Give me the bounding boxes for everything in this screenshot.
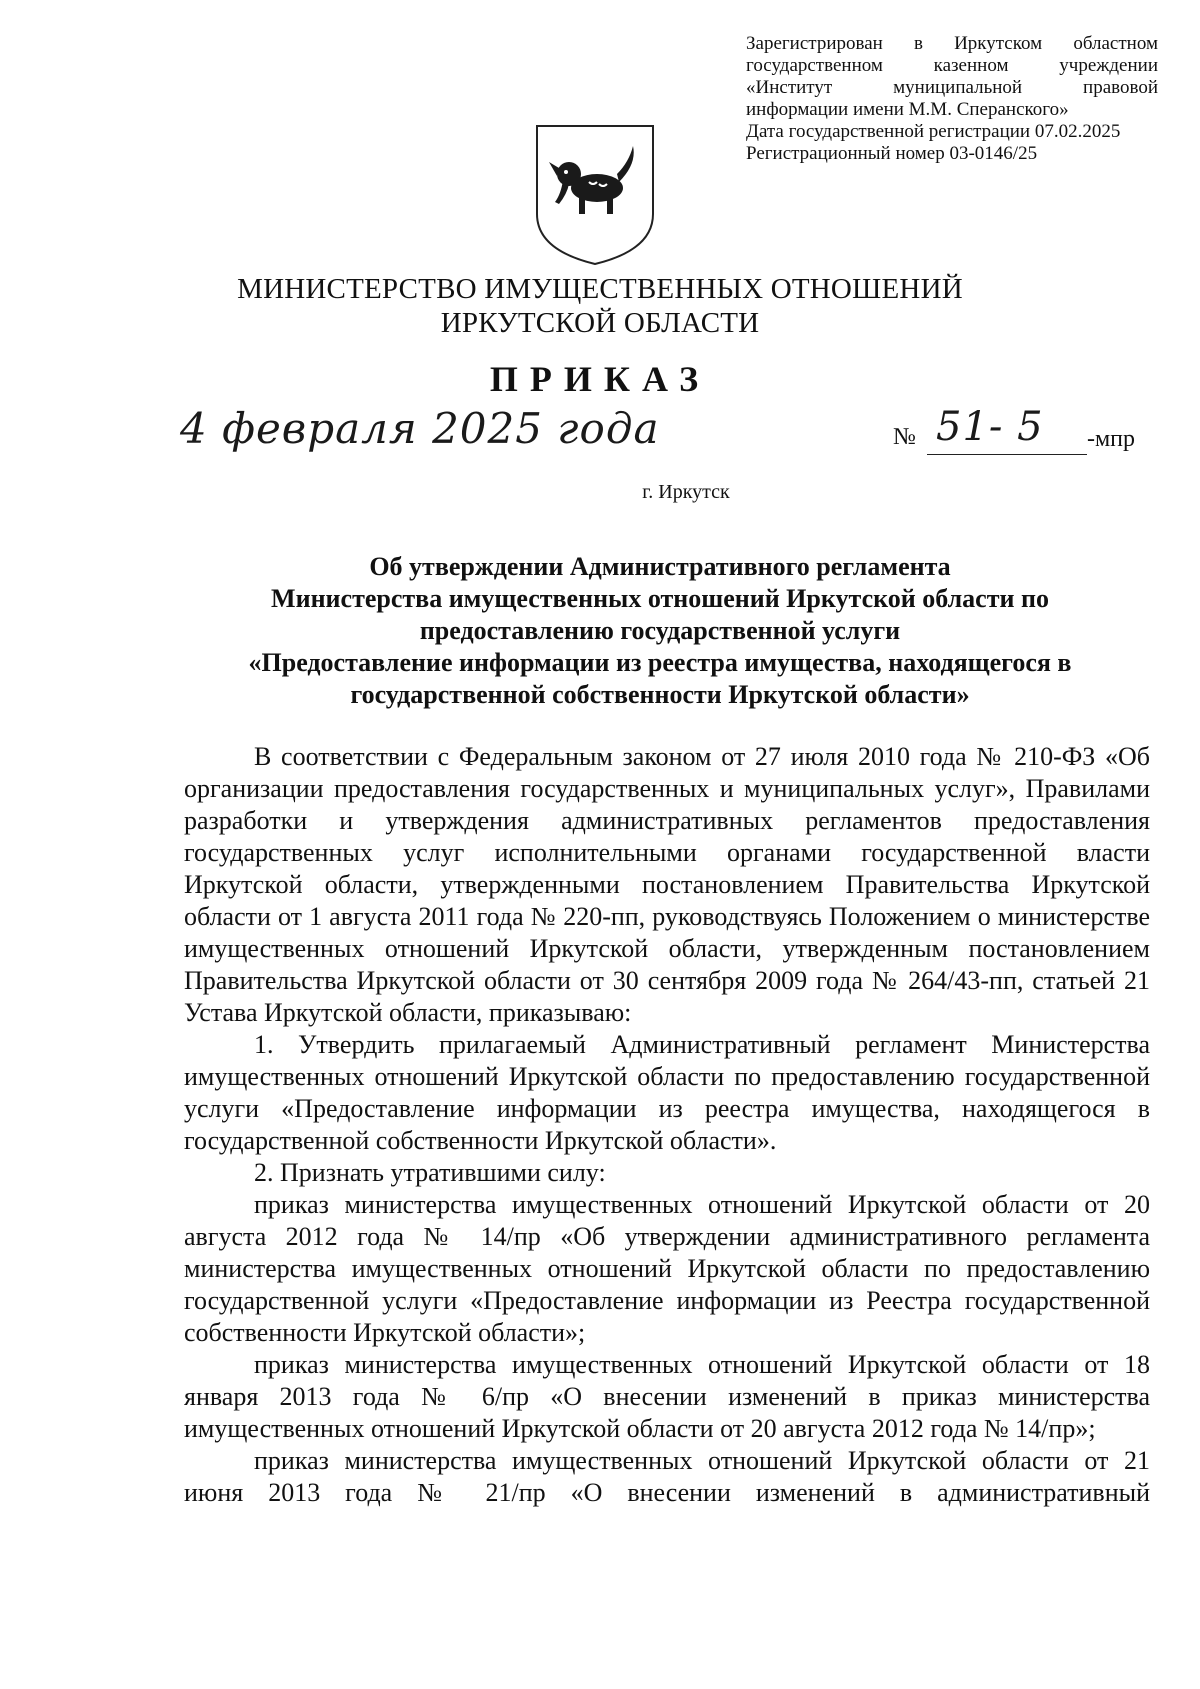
registration-line: Зарегистрирован в Иркутском областном bbox=[746, 33, 1158, 54]
title-line: предоставлению государственной услуги bbox=[419, 616, 901, 645]
registration-line: «Институт муниципальной правовой bbox=[746, 77, 1158, 98]
registration-number: Регистрационный номер 03-0146/25 bbox=[746, 143, 1038, 164]
document-title bbox=[180, 551, 1140, 711]
registration-line: государственном казенном учреждении bbox=[746, 55, 1158, 76]
handwritten-date: 4 февраля 2025 года bbox=[180, 404, 660, 453]
preamble-paragraph: В соответствии с Федеральным законом от 27 июля 2010 года № 210-ФЗ «Об организации предоставления государственных и муниципальных услуг», Правилами разработки и утверждения административных регламентов предоставления государственных услуг исполнительными органами государственной власти Иркутской области, утвержденными постановлением Правительства Иркутской области от 1 августа 2011 года № 220-пп, руководствуясь Положением о министерстве имущественных отношений Иркутской области, утвержденным постановлением Правительства Иркутской области от 30 сентября 2009 года № 264/43-пп, статьей 21 Устава Иркутской области, приказываю: bbox=[184, 742, 1150, 1027]
clause-2: 2. Признать утратившими силу: bbox=[254, 1158, 606, 1187]
ministry-name-line1: МИНИСТЕРСТВО ИМУЩЕСТВЕННЫХ ОТНОШЕНИЙ bbox=[237, 273, 963, 305]
order-number bbox=[893, 424, 916, 451]
title-line: Министерства имущественных отношений Иркутской области по bbox=[271, 584, 1049, 613]
handwritten-number: 51- 5 bbox=[936, 404, 1044, 450]
number-underline bbox=[927, 454, 1087, 455]
repealed-order-3: приказ министерства имущественных отношений Иркутской области от 21 июня 2013 года № 21/пр «О внесении изменений в административный bbox=[184, 1446, 1150, 1507]
number-suffix: -мпр bbox=[1087, 426, 1136, 452]
registration-date: Дата государственной регистрации 07.02.2025 bbox=[746, 121, 1121, 142]
coat-of-arms-icon bbox=[533, 122, 657, 268]
title-line: государственной собственности Иркутской области» bbox=[350, 680, 970, 709]
ministry-name-line2: ИРКУТСКОЙ ОБЛАСТИ bbox=[440, 307, 760, 339]
repealed-order-1: приказ министерства имущественных отношений Иркутской области от 20 августа 2012 года № 14/пр «Об утверждении административного регламента министерства имущественных отношений Иркутской области по предоставлению государственной услуги «Предоставление информации из Реестра государственной собственности Иркутской области»; bbox=[184, 1190, 1150, 1347]
title-line: Об утверждении Административного регламента bbox=[369, 552, 951, 581]
document-type: ПРИКАЗ bbox=[489, 359, 711, 399]
registration-line: информации имени М.М. Сперанского» bbox=[746, 99, 1069, 120]
clause-1: 1. Утвердить прилагаемый Административный регламент Министерства имущественных отношений Иркутской области по предоставлению государственной услуги «Предоставление информации из реестра имущества, находящегося в государственной собственности Иркутской области». bbox=[184, 1030, 1150, 1155]
title-line: «Предоставление информации из реестра имущества, находящегося в bbox=[248, 648, 1072, 677]
registration-stamp bbox=[746, 33, 1158, 165]
city: г. Иркутск bbox=[642, 481, 730, 503]
number-sign: № bbox=[893, 424, 916, 450]
document-body bbox=[184, 741, 1150, 1509]
repealed-order-2: приказ министерства имущественных отношений Иркутской области от 18 января 2013 года № 6/пр «О внесении изменений в приказ министерства имущественных отношений Иркутской области от 20 августа 2012 года № 14/пр»; bbox=[184, 1350, 1150, 1443]
